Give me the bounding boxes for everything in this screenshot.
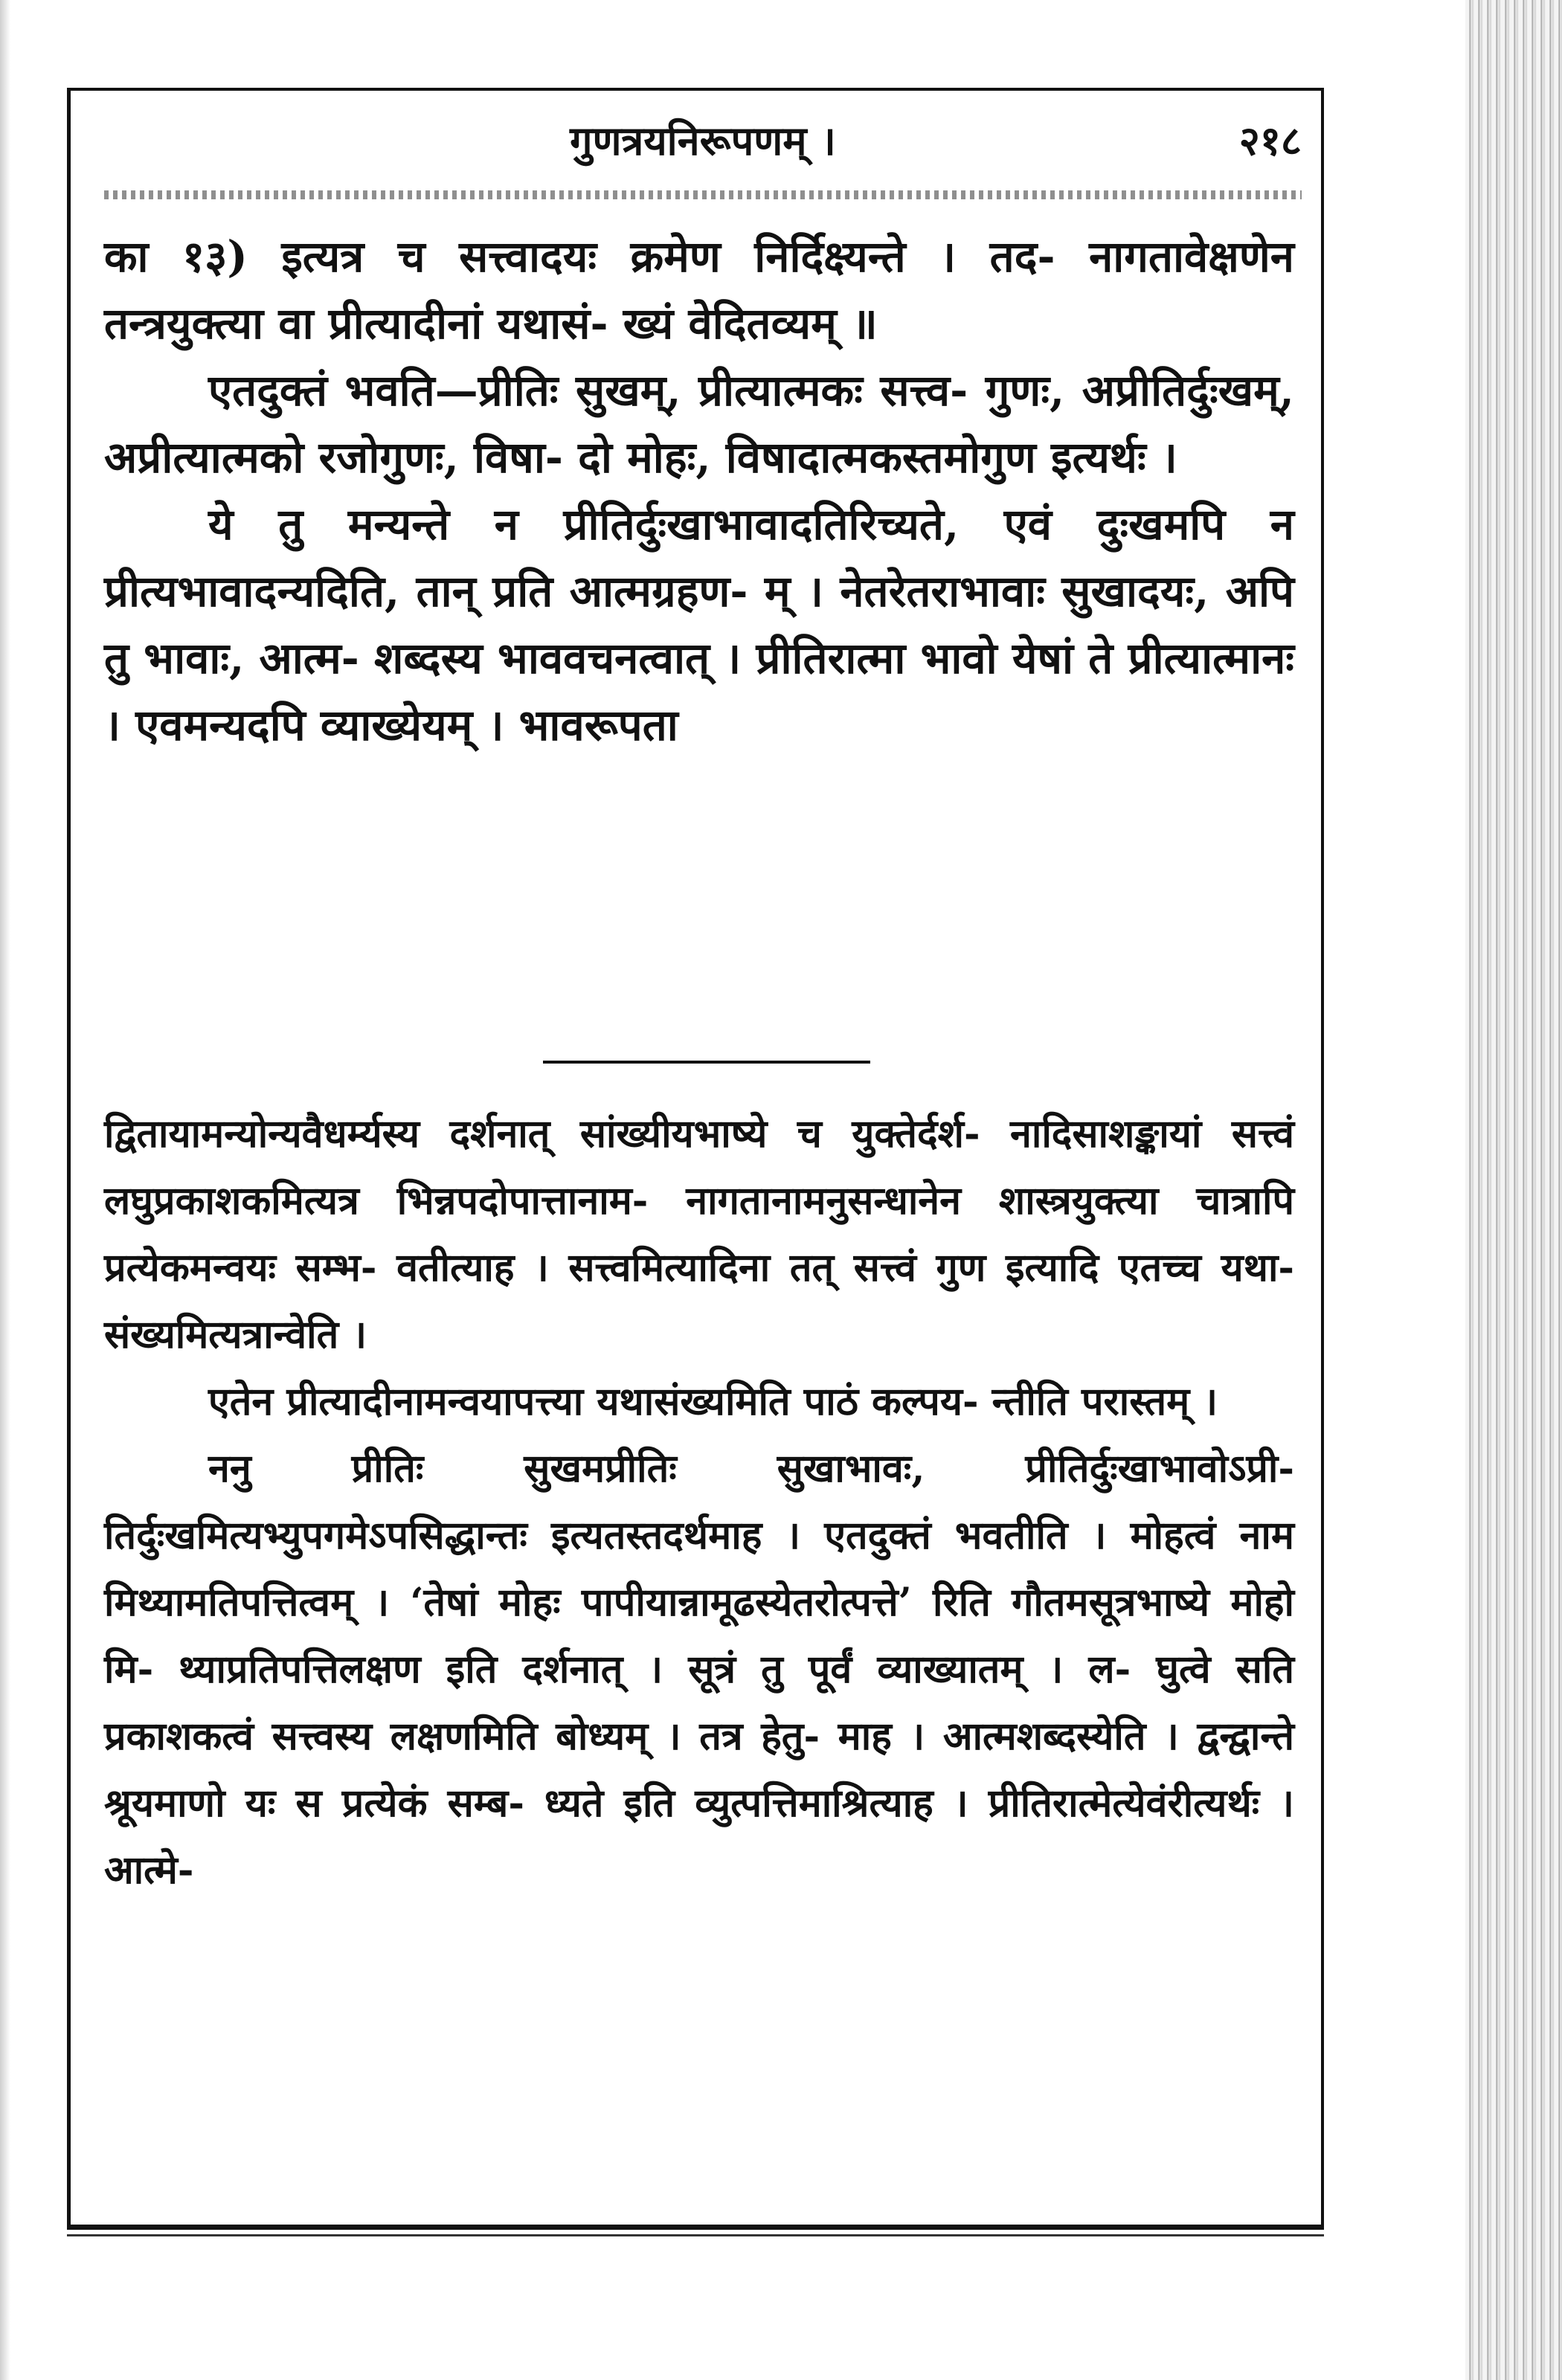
- header-wavy-rule: [104, 190, 1302, 199]
- commentary-text: [104, 1101, 1294, 1904]
- commentary-paragraph: ननु प्रीतिः सुखमप्रीतिः सुखाभावः, प्रीतिर्दुःखाभावोऽप्री- तिर्दुःखमित्यभ्युपगमेऽपसिद्धान्तः इत्यतस्तदर्थमाह । एतदुक्तं भवतीति । मोहत्वं नाम मिथ्यामतिपत्तित्वम् । ‘तेषां मोहः पापीयान्नामूढस्येतरोत्पत्ते’ रिति गौतमसूत्रभाष्ये मोहो मि- थ्याप्रतिपत्तिलक्षण इति दर्शनात् । सूत्रं तु पूर्वं व्याख्यातम् । ल- घुत्वे सति प्रकाशकत्वं सत्त्वस्य लक्षणमिति बोध्यम् । तत्र हेतु- माह । आत्मशब्दस्येति । द्वन्द्वान्ते श्रूयमाणो यः स प्रत्येकं सम्ब- ध्यते इति व्युत्पत्तिमाश्रित्याह । प्रीतिरात्मेत्येवंरीत्यर्थः । आत्मे-: [104, 1446, 1294, 1893]
- footnote-divider: [543, 1061, 870, 1064]
- page-left-shadow: [0, 0, 10, 2380]
- main-paragraph: एतदुक्तं भवति—प्रीतिः सुखम्, प्रीत्यात्मकः सत्त्व- गुणः, अप्रीतिर्दुःखम्, अप्रीत्यात्मको रजोगुणः, विषा- दो मोहः, विषादात्मकस्तमोगुण इत्यर्थः ।: [104, 365, 1294, 483]
- book-page-edges: [1465, 0, 1562, 2380]
- header-title: गुणत्रयनिरूपणम् ।: [570, 117, 836, 164]
- main-paragraph: का १३) इत्यत्र च सत्त्वादयः क्रमेण निर्दिक्ष्यन्ते । तद- नागतावेक्षणेन तन्त्रयुक्त्या वा प्रीत्यादीनां यथासं- ख्यं वेदितव्यम् ॥: [104, 231, 1294, 349]
- bottom-rule: [67, 2234, 1324, 2236]
- main-paragraph: ये तु मन्यन्ते न प्रीतिर्दुःखाभावादतिरिच्यते, एवं दुःखमपि न प्रीत्यभावादन्यदिति, तान् प्रति आत्मग्रहण- म् । नेतरेतराभावाः सुखादयः, अपि तु भावाः, आत्म- शब्दस्य भाववचनत्वात् । प्रीतिरात्मा भावो येषां ते प्रीत्यात्मानः । एवमन्यदपि व्याख्येयम् । भावरूपता: [104, 499, 1294, 750]
- commentary-paragraph: एतेन प्रीत्यादीनामन्वयापत्त्या यथासंख्यमिति पाठं कल्पय- न्तीति परास्तम् ।: [208, 1379, 1218, 1424]
- commentary-paragraph: द्वितायामन्योन्यवैधर्म्यस्य दर्शनात् सांख्यीयभाष्ये च युक्तेर्दर्श- नादिसाशङ्कायां सत्त्वं लघुप्रकाशकमित्यत्र भिन्नपदोपात्तानाम- नागतानामनुसन्धानेन शास्त्रयुक्त्या चात्रापि प्रत्येकमन्वयः सम्भ- वतीत्याह । सत्त्वमित्यादिना तत् सत्त्वं गुण इत्यादि एतच्च यथा- संख्यमित्यत्रान्वेति ।: [104, 1111, 1294, 1357]
- running-header: [104, 112, 1302, 171]
- page-number: २१८: [1238, 117, 1302, 164]
- main-text: [104, 223, 1294, 759]
